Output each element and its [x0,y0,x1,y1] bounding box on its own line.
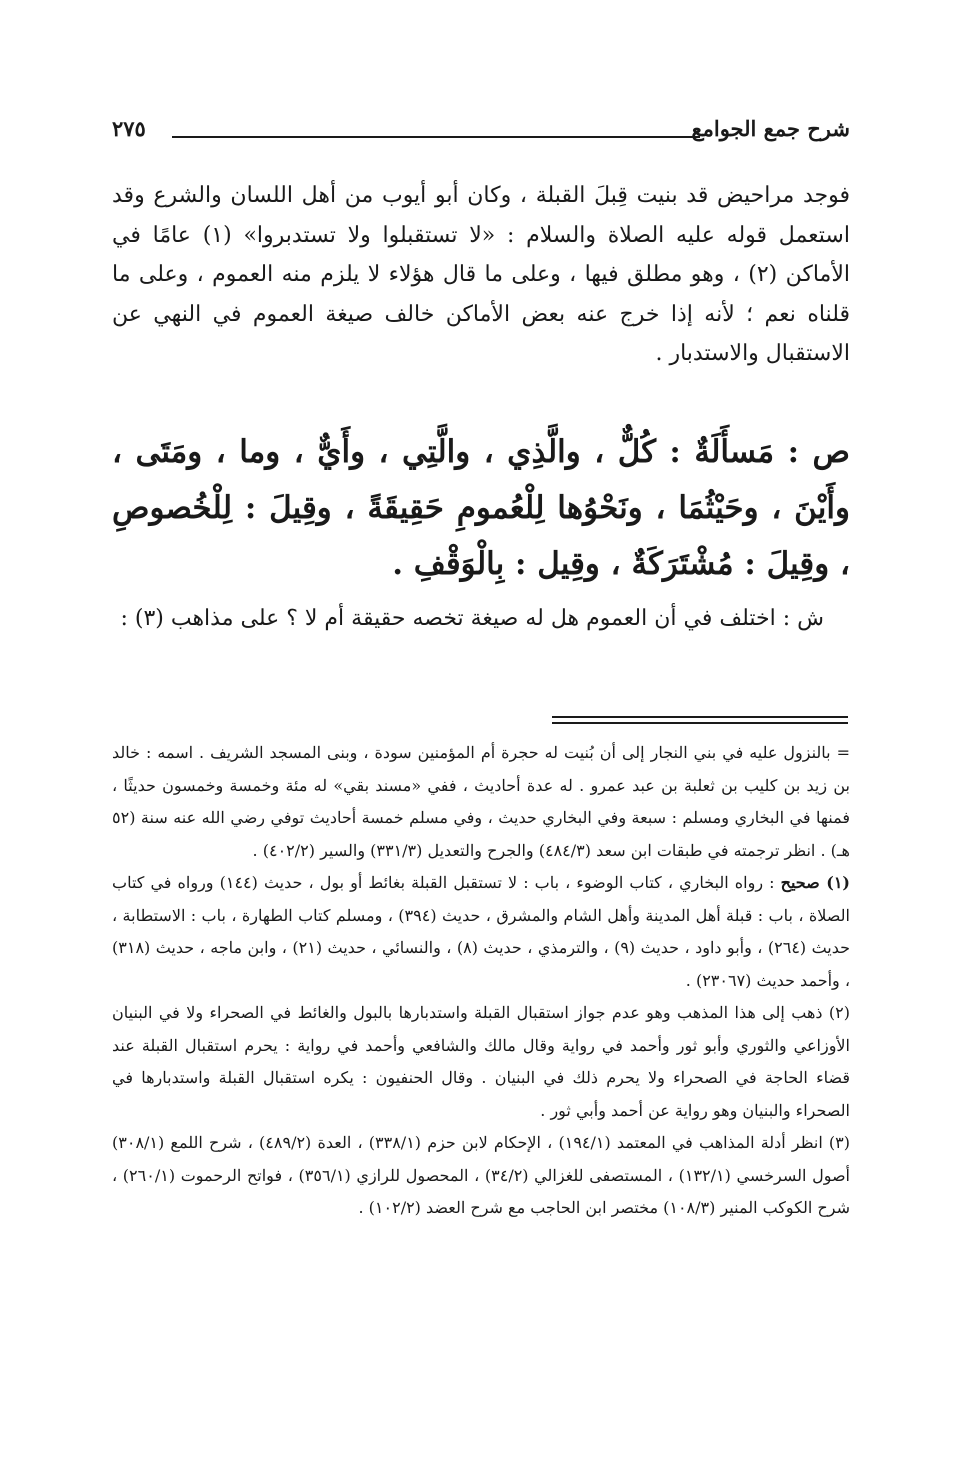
footnote-1 [112,867,850,997]
matn-text: ص : مَسأَلَةٌ : كُلٌّ ، والَّذِي ، والَّتِي ، وأَيٌّ ، وما ، ومَتَى ، وأَيْنَ ، وحَيْثُمَا ، ونَحْوُها لِلْعُمومِ حَقِيقَةً ، وقِيلَ : لِلْخُصوصِ ، وقِيلَ : مُشْتَرَكَةٌ ، وقِيل : بِالْوَقْفِ . [112,434,850,582]
main-text [112,176,850,374]
footnote-2: (٢) ذهب إلى هذا المذهب وهو عدم جواز استقبال القبلة واستدبارها بالبول والغائط في الصحراء ولا في البنيان الأوزاعي والثوري وأبو ثور وأحمد في رواية وقال مالك والشافعي وأحمد في رواية : يحرم استقبال القبلة عند قضاء الحاجة في الصحراء ولا يحرم ذلك في البنيان . وقال الحنفيون : يكره استقبال القبلة واستدبارها في الصحراء والبنيان وهو رواية عن أحمد وأبي ثور . [112,1003,850,1120]
footnotes [112,737,850,1225]
body-paragraph: فوجد مراحيض قد بنيت قِبلَ القبلة ، وكان أبو أيوب من أهل اللسان والشرع وقد استعمل قوله عليه الصلاة والسلام : «لا تستقبلوا ولا تستدبروا» (١) عامًا في الأماكن (٢) ، وهو مطلق فيها ، وعلى ما قال هؤلاء لا يلزم منه العموم ، وعلى ما قلناه نعم ؛ لأنه إذا خرج عنه بعض الأماكن خالف صيغة العموم في النهي عن الاستقبال والاستدبار . [112,183,851,367]
footnote-1-text: : رواه البخاري ، كتاب الوضوء ، باب : لا تستقبل القبلة بغائط أو بول ، حديث (١٤٤) ورواه في كتاب الصلاة ، باب : قبلة أهل المدينة وأهل الشام والمشرق ، حديث (٣٩٤) ، ومسلم كتاب الطهارة ، باب : الاستطابة ، حديث (٢٦٤) ، وأبو داود ، حديث (٩) ، والترمذي ، حديث (٨) ، والنسائي ، حديث (٢١) ، وابن ماجه ، حديث (٣١٨) ، وأحمد حديث (٢٣٠٦٧) . [112,873,851,990]
footnote-divider [552,716,848,718]
page-number: ٢٧٥ [112,116,146,141]
book-title: شرح جمع الجوامع [691,116,850,141]
header-rule [172,136,700,138]
sharh-text: ش : اختلف في أن العموم هل له صيغة تخصه حقيقة أم لا ؟ على مذاهب (٣) : [120,606,824,631]
footnote-continuation: = بالنزول عليه في بني النجار إلى أن بُنيت له حجرة أم المؤمنين سودة ، وبنى المسجد الشريف . اسمه : خالد بن زيد بن كليب بن ثعلبة بن عبد عمرو . له عدة أحاديث ، ففي «مسند بقي» له مئة وخمسة وخمسون حديثًا ، فمنها في البخاري ومسلم : سبعة وفي البخاري حديث ، وفي مسلم خمسة أحاديث توفي رضي الله عنه سنة (٥٢ هـ) . انظر ترجمته في طبقات ابن سعد (٤٨٤/٣) والجرح والتعديل (٣٣١/٣) والسير (٤٠٢/٢) . [112,743,851,860]
footnote-divider-double [552,722,848,724]
footnote-3: (٣) انظر أدلة المذاهب في المعتمد (١٩٤/١) ، الإحكام لابن حزم (٣٣٨/١) ، العدة (٤٨٩/٢) ، شرح اللمع (٣٠٨/١) أصول السرخسي (١٣٢/١) ، المستصفى للغزالي (٣٤/٢) ، المحصول للرازي (٣٥٦/١) ، فواتح الرحموت (٢٦٠/١) ، شرح الكوكب المنير (١٠٨/٣) مختصر ابن الحاجب مع شرح العضد (١٠٢/٢) . [112,1133,851,1217]
footnote-1-label: (١) صحيح [780,873,850,892]
running-header [112,112,850,152]
